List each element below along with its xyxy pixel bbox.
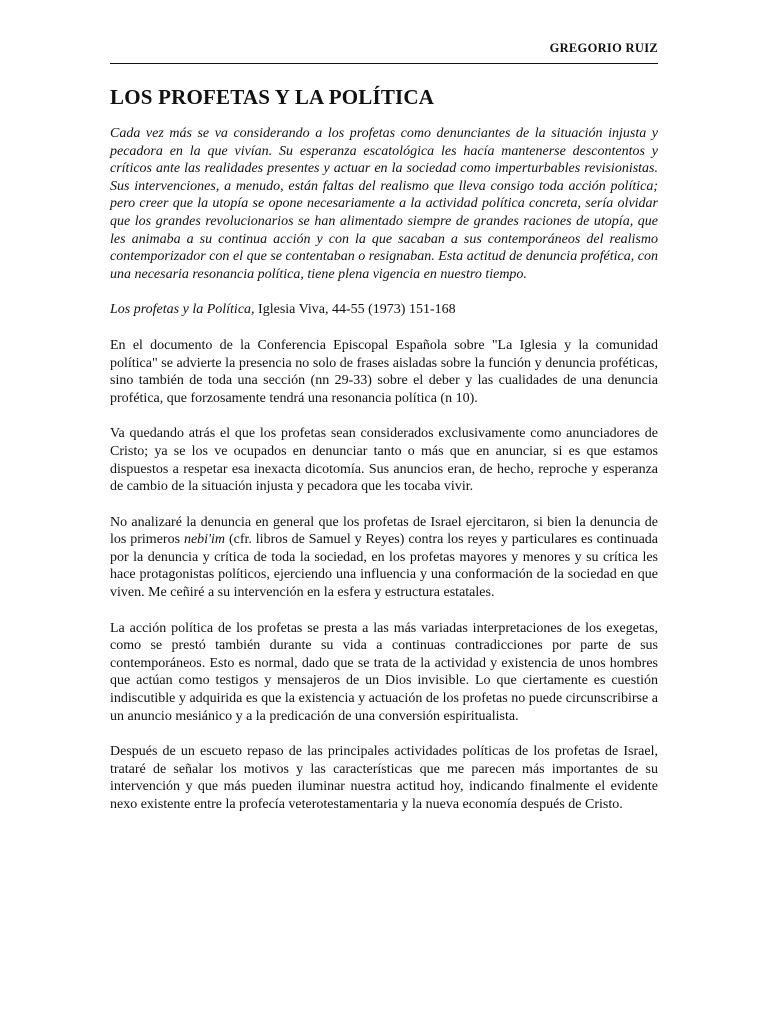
article-body (110, 125, 658, 832)
reference-line (110, 301, 658, 319)
header-rule (110, 63, 658, 64)
abstract-paragraph: Cada vez más se va considerando a los profetas como denunciantes de la situación injusta y pecadora en la que vivían. Su esperanza escatológica les hacía mantenerse descontentos y críticos ante las realidades presentes y actuar en la sociedad como imperturbables revisionistas. Sus intervenciones, a menudo, están faltas del realismo que lleva consigo toda acción política; pero creer que la utopía se opone necesariamente a la actividad política concreta, sería olvidar que los grandes revolucionarios se han alimentado siempre de grandes raciones de utopía, que les animaba a su continua acción y con la que sacaban a sus contemporáneos del realismo contemporizador con el que se contentaban o resignaban. Esta actitud de denuncia profética, con una necesaria resonancia política, tiene plena vigencia en nuestro tiempo. (110, 126, 658, 282)
article-title: LOS PROFETAS Y LA POLÍTICA (110, 85, 435, 109)
paragraph-text-before: No analizaré la denuncia en general que los profetas de Israel ejercitaron, si bien la denuncia de los primeros (110, 514, 658, 548)
body-paragraph: Después de un escueto repaso de las principales actividades políticas de los profetas de Israel, trataré de señalar los motivos y las características que me parecen más importantes de su intervención y que más pueden iluminar nuestra actitud hoy, indicando finalmente el evidente nexo existente entre la profecía veterotestamentaria y la nueva economía después de Cristo. (110, 744, 658, 812)
nebiim-term: nebi'im (183, 532, 226, 548)
body-paragraph: La acción política de los profetas se presta a las más variadas interpretaciones de los exegetas, como se prestó también durante su vida a continuas contradicciones por parte de sus contemporáneos. Esto es normal, dado que se trata de la actividad y existencia de unos hombres que actúan como testigos y mensajeros de un Dios invisible. Lo que ciertamente es cuestión indiscutible y adquirida es que la existencia y actuación de los profetas no puede circunscribirse a un anuncio mesiánico y a la predicación de una conversión espiritualista. (110, 620, 658, 724)
author-running-head: GREGORIO RUIZ (549, 41, 658, 55)
body-paragraph: En el documento de la Conferencia Episcopal Española sobre "La Iglesia y la comunidad política" se advierte la presencia no solo de frases aisladas sobre la función y denuncia proféticas, sino también de toda una sección (nn 29-33) sobre el deber y las cualidades de una denuncia profética, que forzosamente tendrá una resonancia política (n 10). (110, 337, 658, 406)
body-paragraph-nebiim (110, 514, 658, 602)
reference-title: Los profetas y la Política, (110, 302, 255, 318)
body-paragraph: Va quedando atrás el que los profetas sean considerados exclusivamente como anunciadores de Cristo; ya se los ve ocupados en denunciar tanto o más que en anunciar, si es que estamos dispuestos a respetar esa inexacta dicotomía. Sus anuncios eran, de hecho, reproche y esperanza de cambio de la situación injusta y pecadora que les tocaba vivir. (110, 426, 658, 495)
paragraph-text-after: (cfr. libros de Samuel y Reyes) contra los reyes y particulares es continuada por la denuncia y crítica de toda la sociedad, en los profetas mayores y menores y su crítica les hace protagonistas políticos, ejerciendo una influencia y una conformación de la sociedad en que viven. Me ceñiré a su intervención en la esfera y estructura estatales. (110, 532, 659, 601)
reference-source: Iglesia Viva, 44-55 (1973) 151-168 (254, 302, 456, 318)
